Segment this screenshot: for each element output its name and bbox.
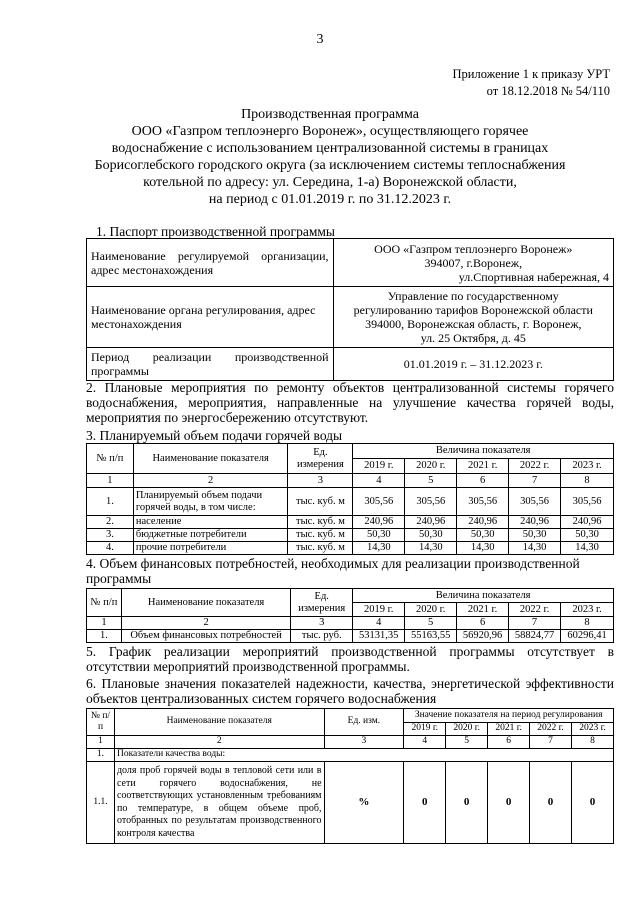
- title-line: Борисоглебского городского округа (за исключением системы теплоснабжения: [94, 158, 566, 173]
- year-header: 2019 г.: [404, 723, 446, 736]
- section-3-heading: 3. Планируемый объем подачи горячей воды: [86, 428, 343, 443]
- indicator-name: Объем финансовых потребностей: [121, 630, 290, 643]
- value-cell: 0: [404, 762, 446, 844]
- year-header: 2022 г.: [509, 603, 561, 617]
- value-cell: 50,30: [457, 529, 509, 542]
- value-cell: 14,30: [353, 542, 405, 555]
- passport-label: Наименование регулируемой организации, адрес местонахождения: [87, 239, 334, 287]
- column-number: 8: [571, 736, 613, 749]
- column-header: Ед. изм.: [324, 709, 404, 736]
- value-cell: 50,30: [353, 529, 405, 542]
- value-cell: 60296,41: [561, 630, 614, 643]
- year-header: 2020 г.: [446, 723, 488, 736]
- column-number: 4: [404, 736, 446, 749]
- passport-value: регулированию тарифов Воронежской области: [353, 303, 593, 317]
- appendix-reference: [453, 66, 611, 100]
- year-header: 2020 г.: [405, 603, 457, 617]
- value-cell: 240,96: [405, 516, 457, 529]
- column-number: 8: [561, 617, 614, 630]
- value-cell: 55163,55: [405, 630, 457, 643]
- column-number-row: [87, 736, 614, 749]
- column-number: 4: [353, 617, 405, 630]
- value-cell: 0: [488, 762, 530, 844]
- value-cell: 14,30: [405, 542, 457, 555]
- year-header: 2022 г.: [509, 459, 561, 474]
- value-cell: 240,96: [509, 516, 561, 529]
- year-header: 2021 г.: [457, 603, 509, 617]
- column-number: 6: [457, 474, 509, 488]
- year-header: 2019 г.: [353, 603, 405, 617]
- row-number: 1.: [87, 749, 115, 762]
- column-header: № п/п: [87, 589, 122, 617]
- column-number: 2: [121, 617, 290, 630]
- table-row: [87, 348, 614, 381]
- column-header: Наименование показателя: [114, 709, 324, 736]
- unit-cell: тыс. руб.: [291, 630, 353, 643]
- title-line: Производственная программа: [241, 107, 419, 122]
- row-number: 3.: [87, 529, 134, 542]
- column-number: 3: [288, 474, 353, 488]
- year-header: 2021 г.: [488, 723, 530, 736]
- appendix-line: Приложение 1 к приказу УРТ: [452, 67, 610, 81]
- document-title: [60, 106, 600, 208]
- row-number: 4.: [87, 542, 134, 555]
- passport-label: Наименование органа регулирования, адрес местонахождения: [87, 287, 334, 348]
- unit-cell: %: [324, 762, 404, 844]
- value-cell: 53131,35: [353, 630, 405, 643]
- row-number: 1.1.: [87, 762, 115, 844]
- table-row: [87, 239, 614, 287]
- column-number: 7: [509, 474, 561, 488]
- value-cell: 50,30: [509, 529, 561, 542]
- passport-value: 01.01.2019 г. – 31.12.2023 г.: [333, 348, 613, 381]
- value-cell: 240,96: [561, 516, 614, 529]
- column-number-row: [87, 474, 614, 488]
- section-1-heading: 1. Паспорт производственной программы: [96, 224, 335, 239]
- column-number: 7: [509, 617, 561, 630]
- title-line: котельной по адресу: ул. Середина, 1-а) Воронежской области,: [143, 175, 517, 190]
- column-header: № п/п: [87, 444, 134, 474]
- unit-cell: тыс. куб. м: [288, 488, 353, 516]
- year-header: 2021 г.: [457, 459, 509, 474]
- passport-value: ул.Спортивная набережная, 4: [458, 269, 609, 284]
- column-header: Наименование показателя: [121, 589, 290, 617]
- column-number: 3: [291, 617, 353, 630]
- year-header: 2023 г.: [571, 723, 613, 736]
- table-row: [87, 762, 614, 844]
- order-date-line: от 18.12.2018 № 54/110: [486, 84, 610, 98]
- column-number: 3: [324, 736, 404, 749]
- hot-water-volume-table: [86, 443, 614, 555]
- passport-table: [86, 238, 614, 381]
- group-name: Показатели качества воды:: [114, 749, 613, 762]
- column-header: № п/п: [87, 709, 115, 736]
- column-number: 4: [353, 474, 405, 488]
- table-row: [87, 488, 614, 516]
- column-number: 5: [405, 617, 457, 630]
- value-cell: 305,56: [509, 488, 561, 516]
- title-line: на период с 01.01.2019 г. по 31.12.2023 г.: [208, 192, 452, 207]
- reliability-indicators-table: [86, 708, 614, 844]
- table-row: [87, 529, 614, 542]
- passport-value: 394007, г.Воронеж,: [424, 255, 523, 270]
- value-cell: 305,56: [561, 488, 614, 516]
- column-number: 6: [457, 617, 509, 630]
- value-cell: 58824,77: [509, 630, 561, 643]
- row-number: 2.: [87, 516, 134, 529]
- column-number: 5: [405, 474, 457, 488]
- value-cell: 14,30: [509, 542, 561, 555]
- year-header: 2023 г.: [561, 603, 614, 617]
- column-number: 7: [530, 736, 572, 749]
- column-number-row: [87, 617, 614, 630]
- table-row: [87, 630, 614, 643]
- value-cell: 0: [530, 762, 572, 844]
- value-cell: 240,96: [353, 516, 405, 529]
- column-header: Величина показателя: [353, 589, 614, 603]
- section-5-text: 5. График реализации мероприятий производственной программы отсутствует в отсутствии мероприятий производственной программы.: [86, 644, 614, 674]
- passport-value: ООО «Газпром теплоэнерго Воронеж»: [374, 241, 573, 256]
- passport-value: Управление по государственному: [387, 289, 559, 303]
- year-header: 2023 г.: [561, 459, 614, 474]
- value-cell: 0: [446, 762, 488, 844]
- column-number: 1: [87, 617, 122, 630]
- column-number: 5: [446, 736, 488, 749]
- value-cell: 305,56: [457, 488, 509, 516]
- section-4-heading: 4. Объем финансовых потребностей, необходимых для реализации производственной программы: [86, 556, 580, 586]
- passport-label: Период реализации производственной программы: [87, 348, 334, 381]
- value-cell: 50,30: [561, 529, 614, 542]
- passport-value: ул. 25 Октября, д. 45: [420, 331, 526, 345]
- indicator-name: бюджетные потребители: [133, 529, 288, 542]
- value-cell: 14,30: [457, 542, 509, 555]
- value-cell: 240,96: [457, 516, 509, 529]
- table-row: [87, 516, 614, 529]
- row-number: 1.: [87, 630, 122, 643]
- year-header: 2020 г.: [405, 459, 457, 474]
- column-number: 1: [87, 474, 134, 488]
- value-cell: 50,30: [405, 529, 457, 542]
- unit-cell: тыс. куб. м: [288, 542, 353, 555]
- column-header: Ед. измерения: [291, 589, 353, 617]
- column-number: 8: [561, 474, 614, 488]
- table-row: [87, 287, 614, 348]
- column-number: 2: [133, 474, 288, 488]
- title-line: водоснабжение с использованием централизованной системы в границах: [111, 141, 549, 156]
- indicator-name: прочие потребители: [133, 542, 288, 555]
- unit-cell: тыс. куб. м: [288, 516, 353, 529]
- indicator-name: доля проб горячей воды в тепловой сети или в сети горячего водоснабжения, не соответствующих установленным требованиям по температуре, в общем объеме проб, отобранных по результатам производственного контроля качества: [114, 762, 324, 844]
- financial-needs-table: [86, 588, 614, 643]
- year-header: 2019 г.: [353, 459, 405, 474]
- section-6-heading: 6. Плановые значения показателей надежности, качества, энергетической эффективности объектов централизованных систем горячего водоснабжения: [86, 676, 614, 706]
- row-number: 1.: [87, 488, 134, 516]
- column-number: 1: [87, 736, 115, 749]
- indicator-name: население: [133, 516, 288, 529]
- column-number: 6: [488, 736, 530, 749]
- unit-cell: тыс. куб. м: [288, 529, 353, 542]
- passport-value: 394000, Воронежская область, г. Воронеж,: [365, 317, 582, 331]
- table-row: [87, 542, 614, 555]
- column-header: Наименование показателя: [133, 444, 288, 474]
- section-2-text: 2. Плановые мероприятия по ремонту объектов централизованной системы горячего водоснабжения, мероприятия, направленные на улучшение качества горячей воды, мероприятия по энергосбережению отсутствуют.: [86, 380, 614, 425]
- value-cell: 305,56: [405, 488, 457, 516]
- column-header: Значение показателя на период регулирования: [404, 709, 614, 723]
- table-row: [87, 749, 614, 762]
- page-number: 3: [316, 32, 324, 47]
- value-cell: 305,56: [353, 488, 405, 516]
- indicator-name: Планируемый объем подачи горячей воды, в том числе:: [133, 488, 288, 516]
- value-cell: 14,30: [561, 542, 614, 555]
- title-line: ООО «Газпром теплоэнерго Воронеж», осуществляющего горячее: [131, 124, 529, 139]
- year-header: 2022 г.: [530, 723, 572, 736]
- column-header: Ед. измерения: [288, 444, 353, 474]
- value-cell: 56920,96: [457, 630, 509, 643]
- column-number: 2: [114, 736, 324, 749]
- column-header: Величина показателя: [353, 444, 614, 459]
- value-cell: 0: [571, 762, 613, 844]
